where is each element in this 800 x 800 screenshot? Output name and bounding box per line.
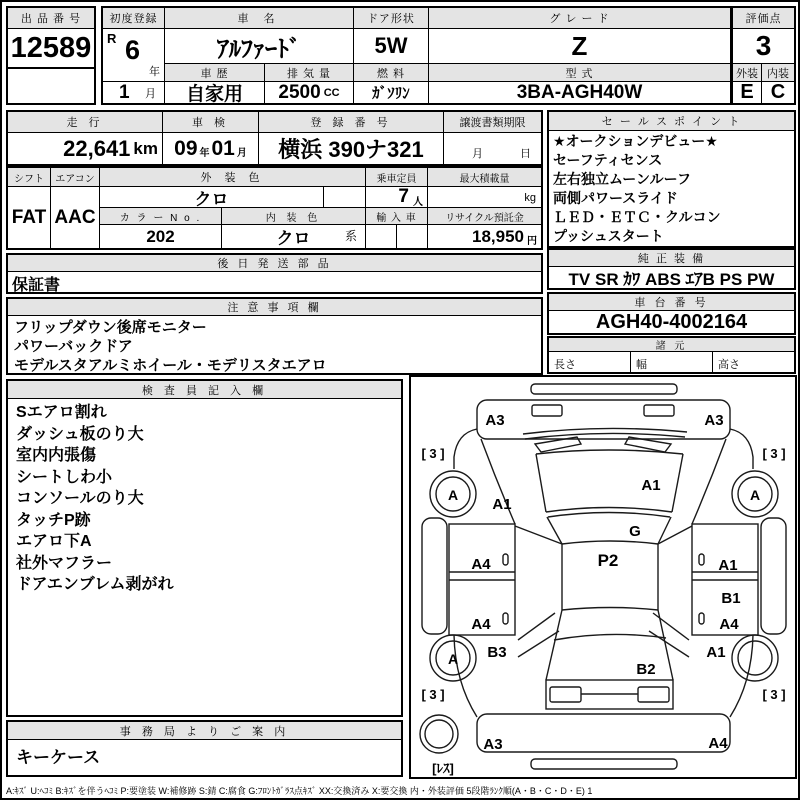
sales-point-line: ＬＥＤ・ＥＴＣ・クルコン xyxy=(553,209,721,225)
rear-right-crease-1 xyxy=(653,613,689,640)
shift-label: シフト xyxy=(8,168,51,187)
notes-label: 注 意 事 項 欄 xyxy=(8,299,541,316)
note-line: パワーバックドア xyxy=(14,338,133,355)
max-load-value xyxy=(428,187,541,208)
recycle-unit: 円 xyxy=(527,235,537,247)
inspector-line: 室内内張傷 xyxy=(16,447,97,464)
rear-left-crease-1 xyxy=(518,613,555,640)
first-reg-label: 初度登録 xyxy=(103,8,165,29)
transfer-month-unit: 月 xyxy=(472,148,483,160)
damage-label-door-rear-right: A4 xyxy=(719,616,739,633)
front-bumper-strip xyxy=(531,384,677,394)
tire-depth-front-right: [ 3 ] xyxy=(762,446,786,461)
damage-diagram-box xyxy=(409,375,797,779)
inspection-month: 01 xyxy=(211,136,235,160)
left-rocker-panel xyxy=(422,518,447,634)
tail-light-right xyxy=(638,687,669,702)
damage-label-rear-right: A4 xyxy=(708,735,728,752)
displacement-unit: CC xyxy=(323,86,340,99)
spare-tire-inner xyxy=(425,720,453,748)
auction-no-label: 出 品 番 号 xyxy=(8,8,94,29)
sales-point-line: プッシュスタート xyxy=(553,228,664,244)
later-parts-label: 後 日 発 送 部 品 xyxy=(8,255,541,272)
int-color-value xyxy=(222,225,366,248)
transfer-value xyxy=(444,133,541,164)
mileage-number: 22,641 xyxy=(63,135,131,161)
int-color-label: 内 装 色 xyxy=(222,208,366,225)
note-line: フリップダウン後席モニター xyxy=(14,319,207,336)
specs-box xyxy=(547,336,796,374)
note-line: モデルスタアルミホイール・モデリスタエアロ xyxy=(14,357,327,373)
transfer-day-unit: 日 xyxy=(520,148,531,160)
color-box xyxy=(6,166,543,250)
damage-label-quarter-left: B3 xyxy=(487,644,507,661)
equipment-box xyxy=(547,248,796,290)
wheel-grade-rear-left: A xyxy=(447,651,459,667)
damage-label-left-fender: A1 xyxy=(492,496,512,513)
wheel-rear-right-inner xyxy=(738,641,772,675)
history-label: 車 歴 xyxy=(165,64,265,82)
capacity-value xyxy=(366,187,428,208)
score-value: 3 xyxy=(731,29,794,64)
first-reg-year-num: 6 xyxy=(125,35,141,65)
spec-length: 長さ xyxy=(549,352,631,372)
wheel-rear-right xyxy=(732,635,778,681)
rear-bumper-strip xyxy=(531,759,677,769)
displacement-label: 排 気 量 xyxy=(265,64,354,82)
fuel-value: ｶﾞｿﾘﾝ xyxy=(354,82,429,103)
spec-width: 幅 xyxy=(631,352,713,372)
inspector-line: 社外マフラー xyxy=(16,554,113,572)
color-no-label: カ ラ ー N o . xyxy=(100,208,222,225)
damage-label-quarter-right: A1 xyxy=(706,644,726,661)
displacement-value xyxy=(265,82,354,103)
cowl-line-2 xyxy=(525,433,685,439)
tire-depth-rear-left: [ 3 ] xyxy=(421,687,445,702)
import-car-label: 輸 入 車 xyxy=(366,208,428,225)
headlight-right xyxy=(644,405,674,416)
equipment-value: TV SR ｶﾜ ABS ｴｱB PS PW xyxy=(568,270,775,288)
sales-point-line: セーフティセンス xyxy=(553,152,663,168)
inspector-line: コンソールのり大 xyxy=(16,490,144,507)
mileage-unit: km xyxy=(133,138,158,158)
vin-box xyxy=(547,292,796,335)
later-parts-box xyxy=(6,253,543,294)
headlight-left xyxy=(532,405,562,416)
color-no-value: 202 xyxy=(100,225,222,248)
right-door-handle-front xyxy=(699,554,704,565)
reg-number-label: 登 録 番 号 xyxy=(259,112,444,133)
roof-rear-edge xyxy=(562,608,658,611)
import-car-empty-1 xyxy=(366,225,397,248)
exterior-grade-value: E xyxy=(731,82,762,103)
auction-no-empty xyxy=(8,69,94,103)
front-right-fender-outline xyxy=(730,429,753,469)
windshield-right-edge xyxy=(672,454,683,512)
damage-label-rear-gate: B2 xyxy=(636,661,656,678)
model-code-value: 3BA-AGH40W xyxy=(429,82,731,103)
legend-text: A:ｷｽﾞ U:ﾍｺﾐ B:ｷｽﾞを伴うﾍｺﾐ P:要塗装 W:補修跡 S:錆 C:腐食 G:ﾌﾛﾝﾄｶﾞﾗｽ点ｷｽﾞ XX:交換済み X:要交換 内・外装評価 5段階ﾗﾝｸ順(A・B・C・D・E) 1 xyxy=(6,786,593,796)
sales-points-lines xyxy=(549,131,794,246)
door-shape-value: 5W xyxy=(354,29,429,64)
rear-gate-left xyxy=(546,610,562,680)
int-color-name: クロ xyxy=(276,229,311,248)
inspection-month-unit: 月 xyxy=(236,148,247,159)
windshield-base-arc xyxy=(546,508,672,513)
spec-height: 高さ xyxy=(718,359,740,371)
capacity-number: 7 xyxy=(398,187,409,207)
windshield-left-edge xyxy=(536,454,546,512)
front-right-crease xyxy=(692,439,726,524)
damage-label-side-right: B1 xyxy=(721,590,741,607)
auction-no-value: 12589 xyxy=(8,29,94,69)
damage-label-roof: P2 xyxy=(597,551,619,570)
damage-label-door-front-left: A4 xyxy=(471,556,491,573)
shift-value: FAT xyxy=(8,187,51,248)
grade-value: Z xyxy=(429,29,731,64)
vin-label: 車 台 番 号 xyxy=(549,294,794,311)
inspection-year-unit: 年 xyxy=(199,148,210,159)
inspection-value xyxy=(163,133,259,164)
first-reg-era: R xyxy=(107,31,117,46)
office-value: キーケース xyxy=(16,748,101,767)
vin-value: AGH40-4002164 xyxy=(595,311,748,333)
exterior-grade-label: 外装 xyxy=(731,64,762,82)
later-parts-value: 保証書 xyxy=(12,277,61,292)
fuel-label: 燃 料 xyxy=(354,64,429,82)
right-door-handle-rear xyxy=(699,613,704,624)
inspection-year: 09 xyxy=(174,136,198,160)
tire-depth-rear-right: [ 3 ] xyxy=(762,687,786,702)
ext-color-sub-empty xyxy=(324,187,366,208)
inspector-box xyxy=(6,379,403,717)
notes-lines xyxy=(8,316,541,373)
first-reg-month xyxy=(103,82,165,103)
recycle-label: リサイクル預託金 xyxy=(428,208,541,225)
inspector-line: ドアエンブレム剥がれ xyxy=(16,576,174,593)
door-shape-label: ドア形状 xyxy=(354,8,429,29)
tail-light-left xyxy=(550,687,581,702)
interior-grade-label: 内装 xyxy=(762,64,794,82)
sales-point-line: 両側パワースライド xyxy=(553,190,678,206)
a-pillar-left xyxy=(547,517,562,544)
header-box xyxy=(101,6,796,105)
windshield-base-arc-2 xyxy=(548,513,670,518)
damage-label-door-front-right: A1 xyxy=(718,557,738,574)
import-car-empty-2 xyxy=(397,225,428,248)
rear-window-arc xyxy=(554,634,666,640)
first-reg-month-num: 1 xyxy=(119,82,130,103)
mileage-value xyxy=(8,133,163,164)
displacement-number: 2500 xyxy=(278,82,321,103)
damage-label-rear-left: A3 xyxy=(483,736,503,753)
capacity-unit: 人 xyxy=(413,196,423,208)
wheel-grade-front-left: A xyxy=(447,487,459,503)
ext-color-label: 外 装 色 xyxy=(100,168,366,187)
damage-label-door-rear-left: A4 xyxy=(471,616,491,633)
car-name-label: 車 名 xyxy=(165,8,354,29)
aircon-value: AAC xyxy=(51,187,100,248)
inspector-lines xyxy=(8,399,401,713)
left-cabin-link xyxy=(515,526,562,544)
inspection-label: 車 検 xyxy=(163,112,259,133)
inspector-line: シートしわ小 xyxy=(16,468,113,486)
office-box xyxy=(6,720,403,777)
specs-label: 諸 元 xyxy=(549,338,794,352)
mileage-box xyxy=(6,110,543,166)
office-label: 事 務 局 よ り ご 案 内 xyxy=(8,722,401,740)
front-left-fender-outline xyxy=(454,429,477,469)
damage-label-front-right: A3 xyxy=(704,412,724,429)
roof-front-edge xyxy=(562,541,658,544)
first-reg-year xyxy=(103,29,165,82)
car-name-value: ｱﾙﾌｧｰﾄﾞ xyxy=(165,29,354,64)
left-door-handle-rear xyxy=(503,613,508,624)
sales-points-box xyxy=(547,110,796,248)
left-door-handle-front xyxy=(503,554,508,565)
score-label: 評価点 xyxy=(731,8,794,29)
tire-depth-front-left: [ 3 ] xyxy=(421,446,445,461)
right-rocker-panel xyxy=(761,518,786,634)
inspector-line: Sエアロ割れ xyxy=(16,404,107,421)
max-load-label: 最大積載量 xyxy=(428,168,541,187)
sales-point-line: 左右独立ムーンルーフ xyxy=(553,171,691,187)
notes-box xyxy=(6,297,543,375)
wheel-grade-front-right: A xyxy=(749,487,761,503)
aircon-label: エアコン xyxy=(51,168,100,187)
first-reg-year-unit: 年 xyxy=(149,66,160,78)
auction-no-box xyxy=(6,6,96,105)
transfer-label: 譲渡書類期限 xyxy=(444,112,541,133)
car-top-view-diagram xyxy=(411,377,795,777)
recycle-number: 18,950 xyxy=(472,226,524,246)
interior-grade-value: C xyxy=(770,82,786,103)
first-reg-month-unit: 月 xyxy=(145,88,156,100)
damage-label-hood: A1 xyxy=(641,477,661,494)
spare-tire xyxy=(420,715,458,753)
inspector-line: ダッシュ板のり大 xyxy=(16,425,144,443)
equipment-label: 純 正 装 備 xyxy=(549,250,794,267)
inspector-line: エアロ下A xyxy=(16,533,92,550)
ext-color-value: クロ xyxy=(100,187,324,208)
inspector-line: タッチP跡 xyxy=(16,511,91,529)
sales-point-line: ★オークションデビュー★ xyxy=(553,133,718,149)
recycle-value xyxy=(428,225,541,248)
history-value: 自家用 xyxy=(165,82,265,103)
max-load-unit: kg xyxy=(524,192,536,204)
capacity-label: 乗車定員 xyxy=(366,168,428,187)
damage-label-glass: G xyxy=(629,523,641,540)
mileage-label: 走 行 xyxy=(8,112,163,133)
damage-label-front-left: A3 xyxy=(485,412,505,429)
sales-points-label: セ ー ル ス ポ イ ン ト xyxy=(549,112,794,131)
int-color-suffix: 系 xyxy=(344,229,357,243)
model-code-label: 型 式 xyxy=(429,64,731,82)
inspector-label: 検 査 員 記 入 欄 xyxy=(8,381,401,399)
spare-tire-label: [ﾚｽ] xyxy=(432,761,454,776)
rear-face xyxy=(477,714,730,752)
grade-label: グ レ ー ド xyxy=(429,8,731,29)
reg-number-value: 横浜 390ナ321 xyxy=(259,133,444,164)
